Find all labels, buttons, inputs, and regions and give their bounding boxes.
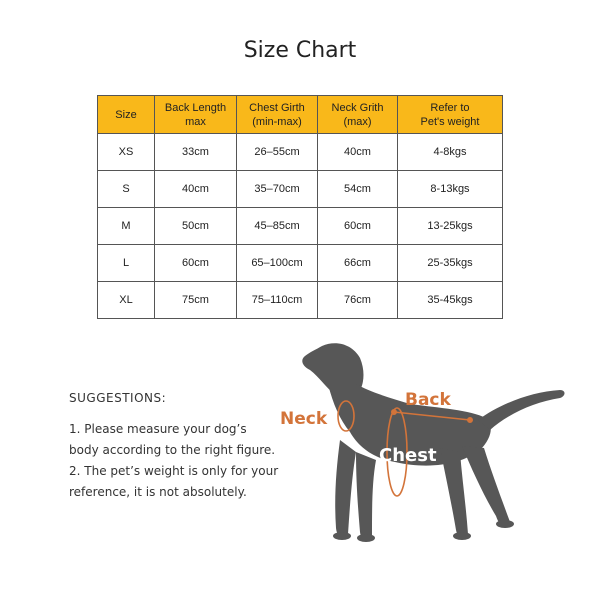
cell-weight: 35-45kgs <box>398 282 503 319</box>
neck-label: Neck <box>280 409 328 429</box>
suggestions-block <box>69 391 299 503</box>
cell-chest-girth: 26–55cm <box>237 134 318 171</box>
table-row <box>98 134 503 171</box>
cell-weight: 25-35kgs <box>398 245 503 282</box>
back-end-dot <box>468 418 472 422</box>
page-title: Size Chart <box>243 38 357 63</box>
table-row <box>98 208 503 245</box>
cell-back-length: 33cm <box>155 134 237 171</box>
cell-weight: 13-25kgs <box>398 208 503 245</box>
table-header-row <box>98 96 503 134</box>
dog-silhouette <box>302 343 564 542</box>
cell-neck-girth: 60cm <box>318 208 398 245</box>
cell-size: XS <box>98 134 155 171</box>
cell-chest-girth: 45–85cm <box>237 208 318 245</box>
header-chest-girth: Chest Girth (min-max) <box>237 96 318 134</box>
cell-chest-girth: 75–110cm <box>237 282 318 319</box>
cell-back-length: 75cm <box>155 282 237 319</box>
cell-size: M <box>98 208 155 245</box>
header-back-length: Back Length max <box>155 96 237 134</box>
suggestion-line: reference, it is not absolutely. <box>69 485 247 499</box>
cell-chest-girth: 65–100cm <box>237 245 318 282</box>
back-label: Back <box>405 390 451 410</box>
cell-back-length: 50cm <box>155 208 237 245</box>
table-row <box>98 245 503 282</box>
table-row <box>98 282 503 319</box>
cell-weight: 4-8kgs <box>398 134 503 171</box>
header-neck-girth: Neck Grith (max) <box>318 96 398 134</box>
cell-size: XL <box>98 282 155 319</box>
chest-label: Chest <box>379 445 437 466</box>
cell-neck-girth: 66cm <box>318 245 398 282</box>
table-row <box>98 171 503 208</box>
cell-weight: 8-13kgs <box>398 171 503 208</box>
cell-neck-girth: 76cm <box>318 282 398 319</box>
suggestion-line: 1. Please measure your dog’s <box>69 422 247 436</box>
suggestions-heading: SUGGESTIONS: <box>69 391 167 405</box>
suggestion-line: body according to the right figure. <box>69 443 276 457</box>
header-pet-weight: Refer to Pet's weight <box>398 96 503 134</box>
cell-neck-girth: 54cm <box>318 171 398 208</box>
size-table <box>97 95 503 319</box>
cell-size: S <box>98 171 155 208</box>
cell-chest-girth: 35–70cm <box>237 171 318 208</box>
cell-neck-girth: 40cm <box>318 134 398 171</box>
header-size: Size <box>98 96 155 134</box>
suggestion-line: 2. The pet’s weight is only for your <box>69 464 279 478</box>
cell-size: L <box>98 245 155 282</box>
cell-back-length: 40cm <box>155 171 237 208</box>
cell-back-length: 60cm <box>155 245 237 282</box>
